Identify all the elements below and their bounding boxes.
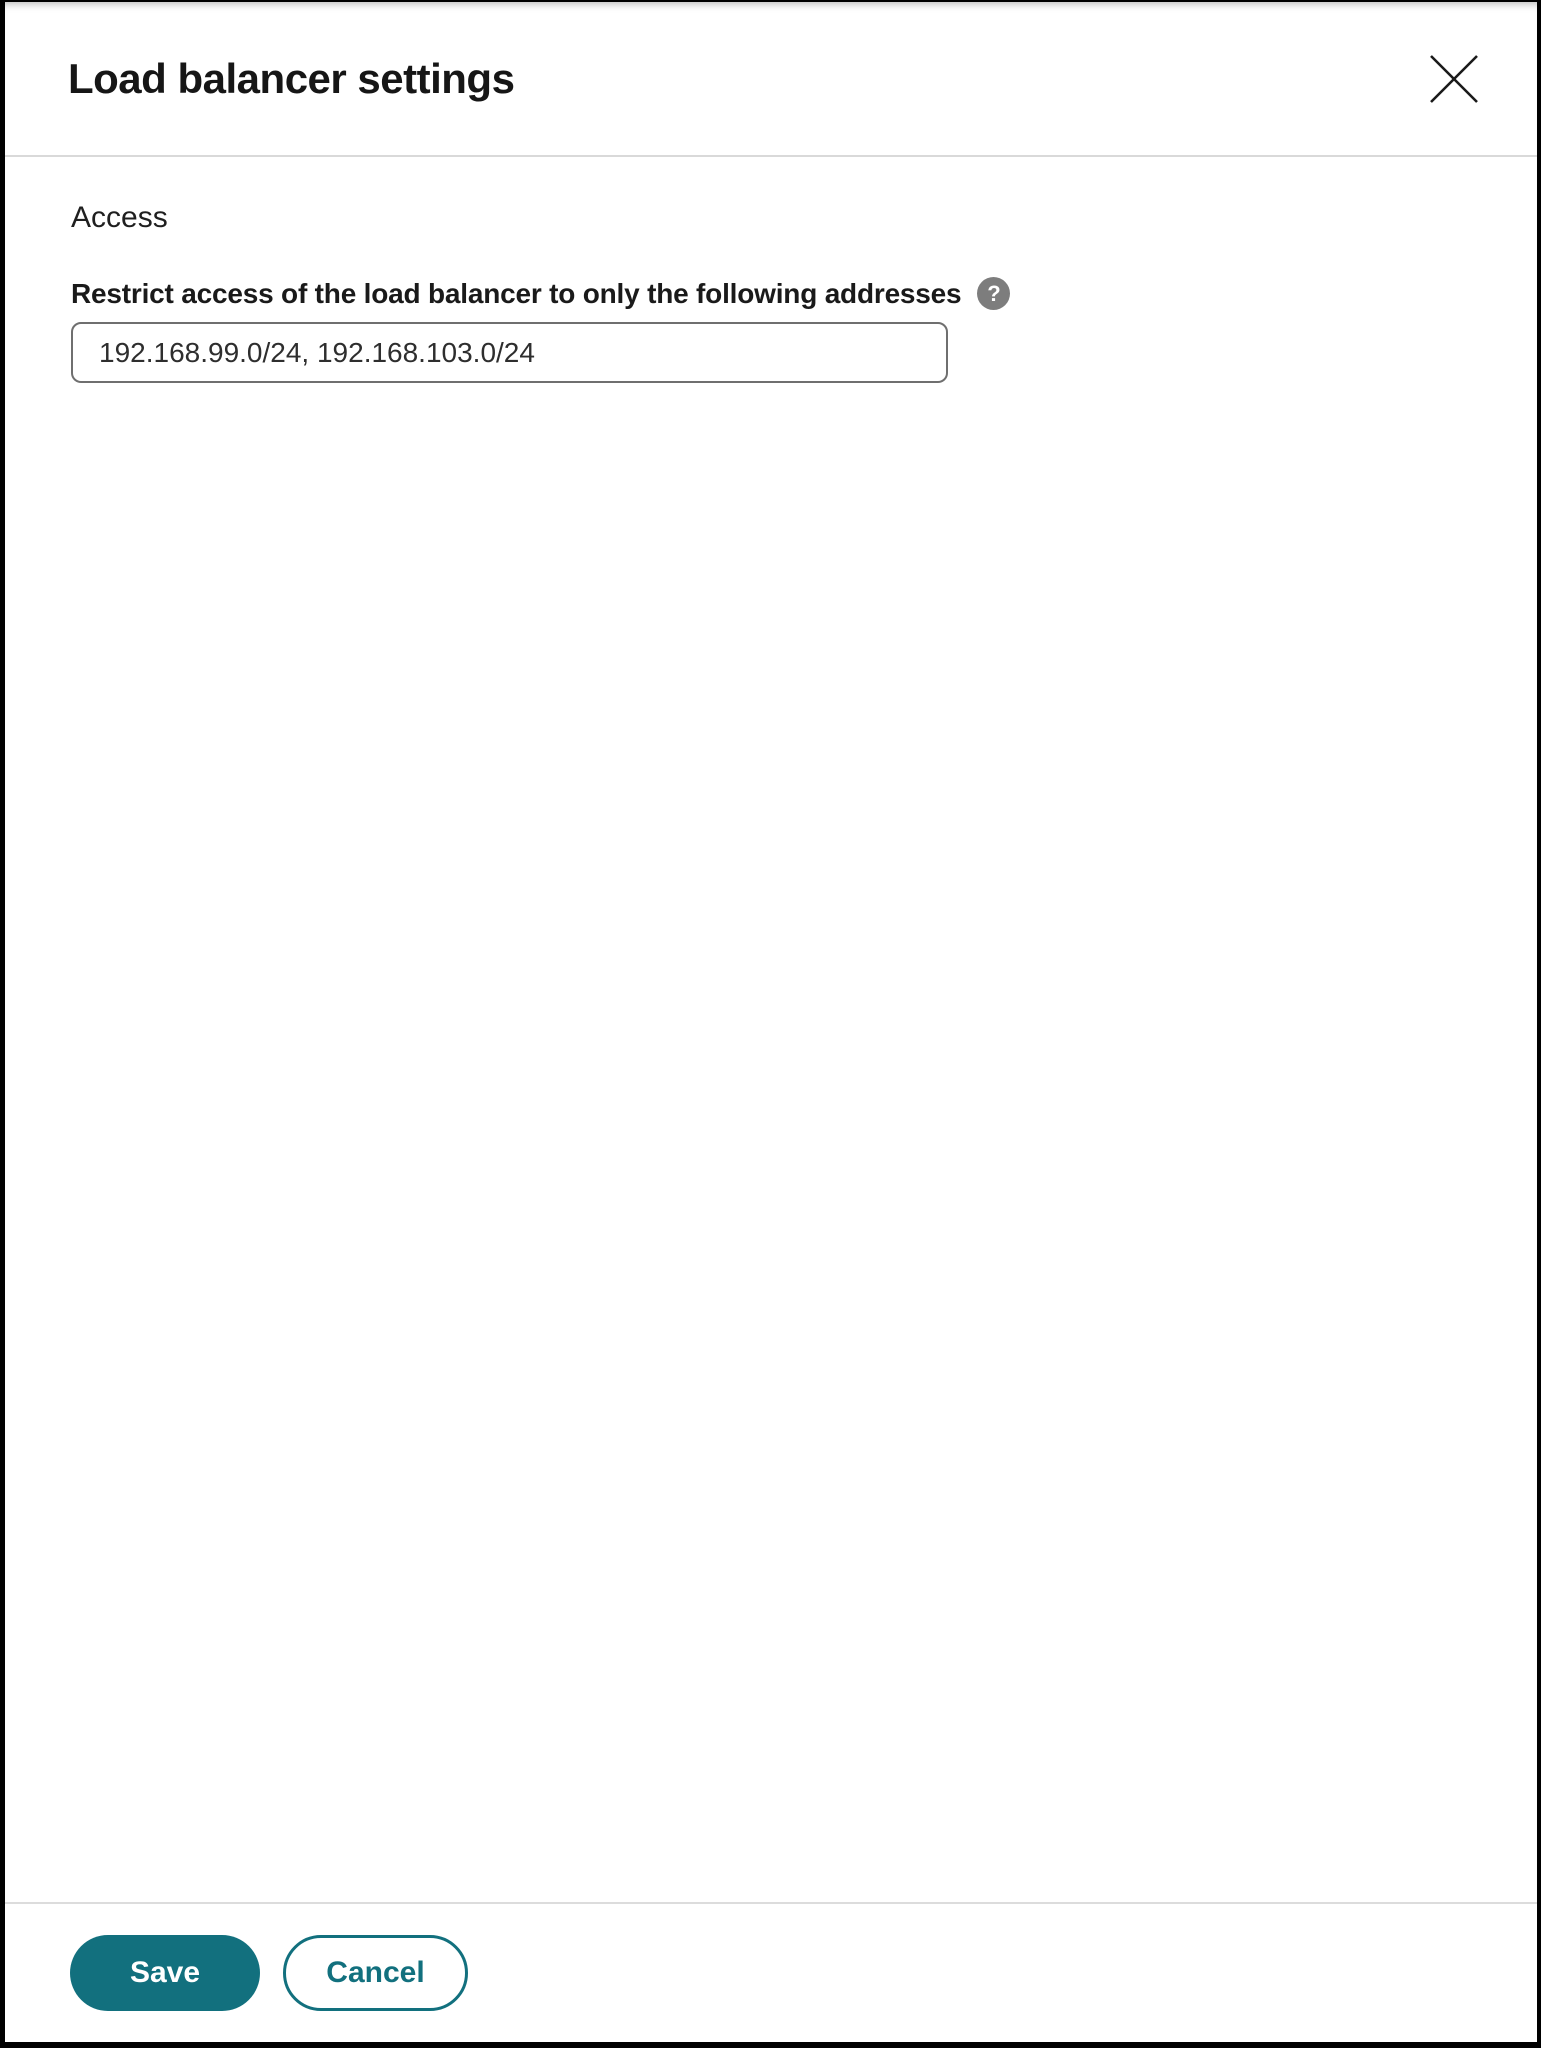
dialog-title: Load balancer settings xyxy=(68,54,515,102)
access-section-heading: Access xyxy=(71,201,168,234)
dialog-header xyxy=(5,2,1537,157)
cancel-button[interactable]: Cancel xyxy=(283,1935,468,2011)
close-icon xyxy=(1429,54,1479,104)
save-button[interactable]: Save xyxy=(70,1935,260,2011)
help-icon[interactable]: ? xyxy=(977,277,1010,310)
load-balancer-settings-dialog xyxy=(5,2,1537,2042)
restrict-addresses-input[interactable] xyxy=(71,322,948,383)
dialog-footer xyxy=(5,1902,1537,2042)
close-button[interactable] xyxy=(1427,52,1481,106)
restrict-label-row xyxy=(71,277,1471,310)
restrict-addresses-label: Restrict access of the load balancer to only the following addresses xyxy=(71,277,962,309)
dialog-body xyxy=(5,201,1537,383)
